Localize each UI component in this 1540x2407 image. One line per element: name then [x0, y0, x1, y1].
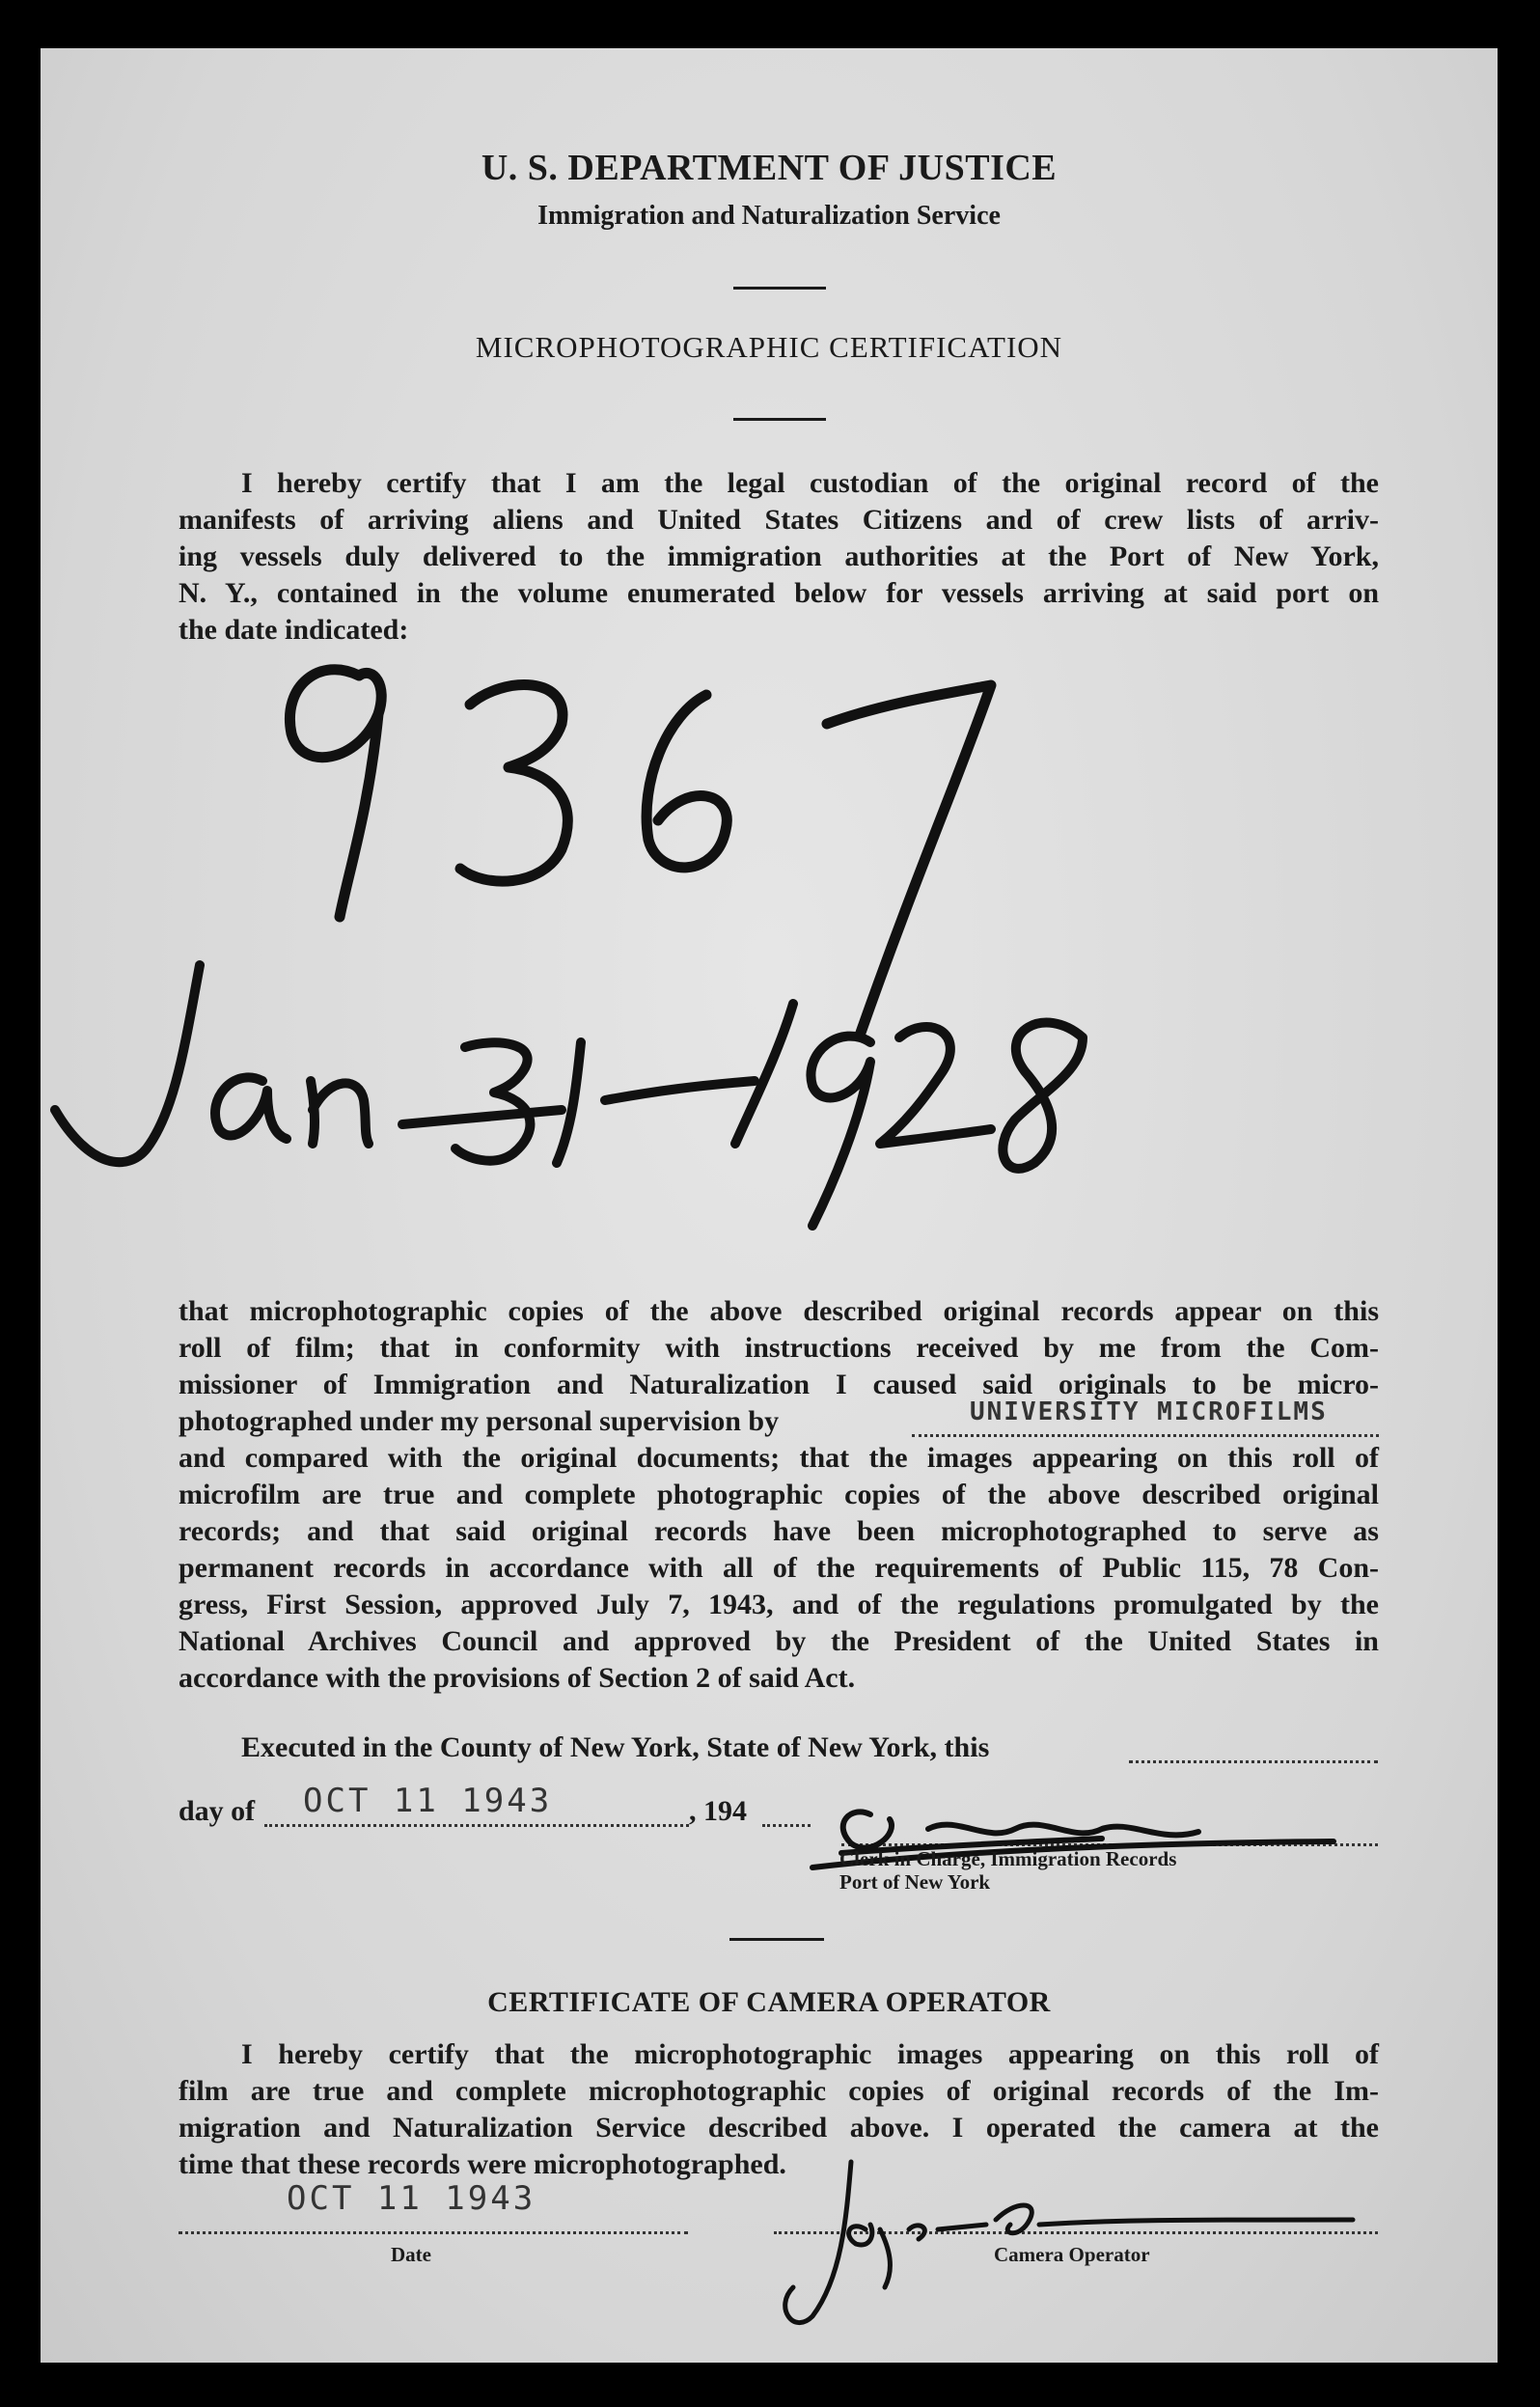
- text-line: roll of film; that in conformity with instructions received by me from the Com-: [179, 1332, 1379, 1364]
- text-line: N. Y., contained in the volume enumerated below for vessels arriving at said port on: [179, 577, 1379, 609]
- supervision-line: [179, 1397, 1379, 1440]
- clerk-place: Port of New York: [839, 1870, 991, 1894]
- handwritten-date: [41, 946, 1498, 1264]
- text-line: the date indicated:: [179, 614, 409, 646]
- department-heading: U. S. DEPARTMENT OF JUSTICE: [481, 148, 1058, 188]
- text-line: ing vessels duly delivered to the immigration authorities at the Port of New York,: [179, 540, 1379, 572]
- certificate-page: [41, 48, 1498, 2363]
- divider: [733, 418, 826, 421]
- date-stamp: OCT 11 1943: [303, 1782, 553, 1820]
- text-line: manifests of arriving aliens and United States Citizens and of crew lists of arriv-: [179, 504, 1379, 536]
- day-of-label: day of: [179, 1795, 256, 1827]
- text-line: missioner of Immigration and Naturalization I caused said originals to be micro-: [179, 1369, 1379, 1400]
- year-suffix: , 194: [689, 1795, 747, 1827]
- intro-paragraph: [179, 465, 1379, 649]
- camera-date-stamp: OCT 11 1943: [287, 2179, 536, 2218]
- supervision-prefix: photographed under my personal supervision by: [179, 1405, 780, 1437]
- dotted-fill: [1129, 1760, 1378, 1763]
- text-line: accordance with the provisions of Section 2 of said Act.: [179, 1662, 856, 1694]
- text-line: records; and that said original records have been microphotographed to serve as: [179, 1515, 1379, 1547]
- camera-operator-signature: [774, 2123, 1372, 2355]
- text-line: time that these records were microphotographed.: [179, 2148, 786, 2180]
- university-microfilms-stamp: UNIVERSITY MICROFILMS: [970, 1397, 1328, 1426]
- divider: [729, 1938, 824, 1941]
- text-line: migration and Naturalization Service described above. I operated the camera at the: [179, 2112, 1379, 2144]
- text-line: that microphotographic copies of the above described original records appear on this: [179, 1295, 1379, 1327]
- text-line: microfilm are true and complete photographic copies of the above described original: [179, 1479, 1379, 1510]
- text-line: and compared with the original documents; that the images appearing on this roll of: [179, 1442, 1379, 1474]
- date-label: Date: [391, 2243, 431, 2266]
- clerk-title: Clerk in Charge, Immigration Records: [839, 1847, 1177, 1870]
- date-line: [179, 2231, 688, 2234]
- text-line: gress, First Session, approved July 7, 1943, and of the regulations promulgated by the: [179, 1589, 1379, 1620]
- text-line: I hereby certify that the microphotographic images appearing on this roll of: [241, 2038, 1379, 2070]
- body-paragraph: [179, 1293, 1379, 1697]
- service-subheading: Immigration and Naturalization Service: [537, 201, 1001, 231]
- certification-title: MICROPHOTOGRAPHIC CERTIFICATION: [475, 330, 1063, 364]
- text-line: film are true and complete microphotographic copies of original records of the Im-: [179, 2075, 1379, 2107]
- executed-text: Executed in the County of New York, State of New York, this: [241, 1731, 990, 1763]
- text-line: I hereby certify that I am the legal custodian of the original record of the: [241, 467, 1379, 499]
- text-line: permanent records in accordance with all of the requirements of Public 115, 78 Con-: [179, 1552, 1379, 1584]
- dotted-fill: [264, 1824, 689, 1827]
- divider: [733, 287, 826, 290]
- text-line: National Archives Council and approved by the President of the United States in: [179, 1625, 1379, 1657]
- dotted-fill: [912, 1434, 1379, 1437]
- camera-operator-label: Camera Operator: [994, 2243, 1150, 2266]
- camera-certificate-title: CERTIFICATE OF CAMERA OPERATOR: [487, 1986, 1051, 2018]
